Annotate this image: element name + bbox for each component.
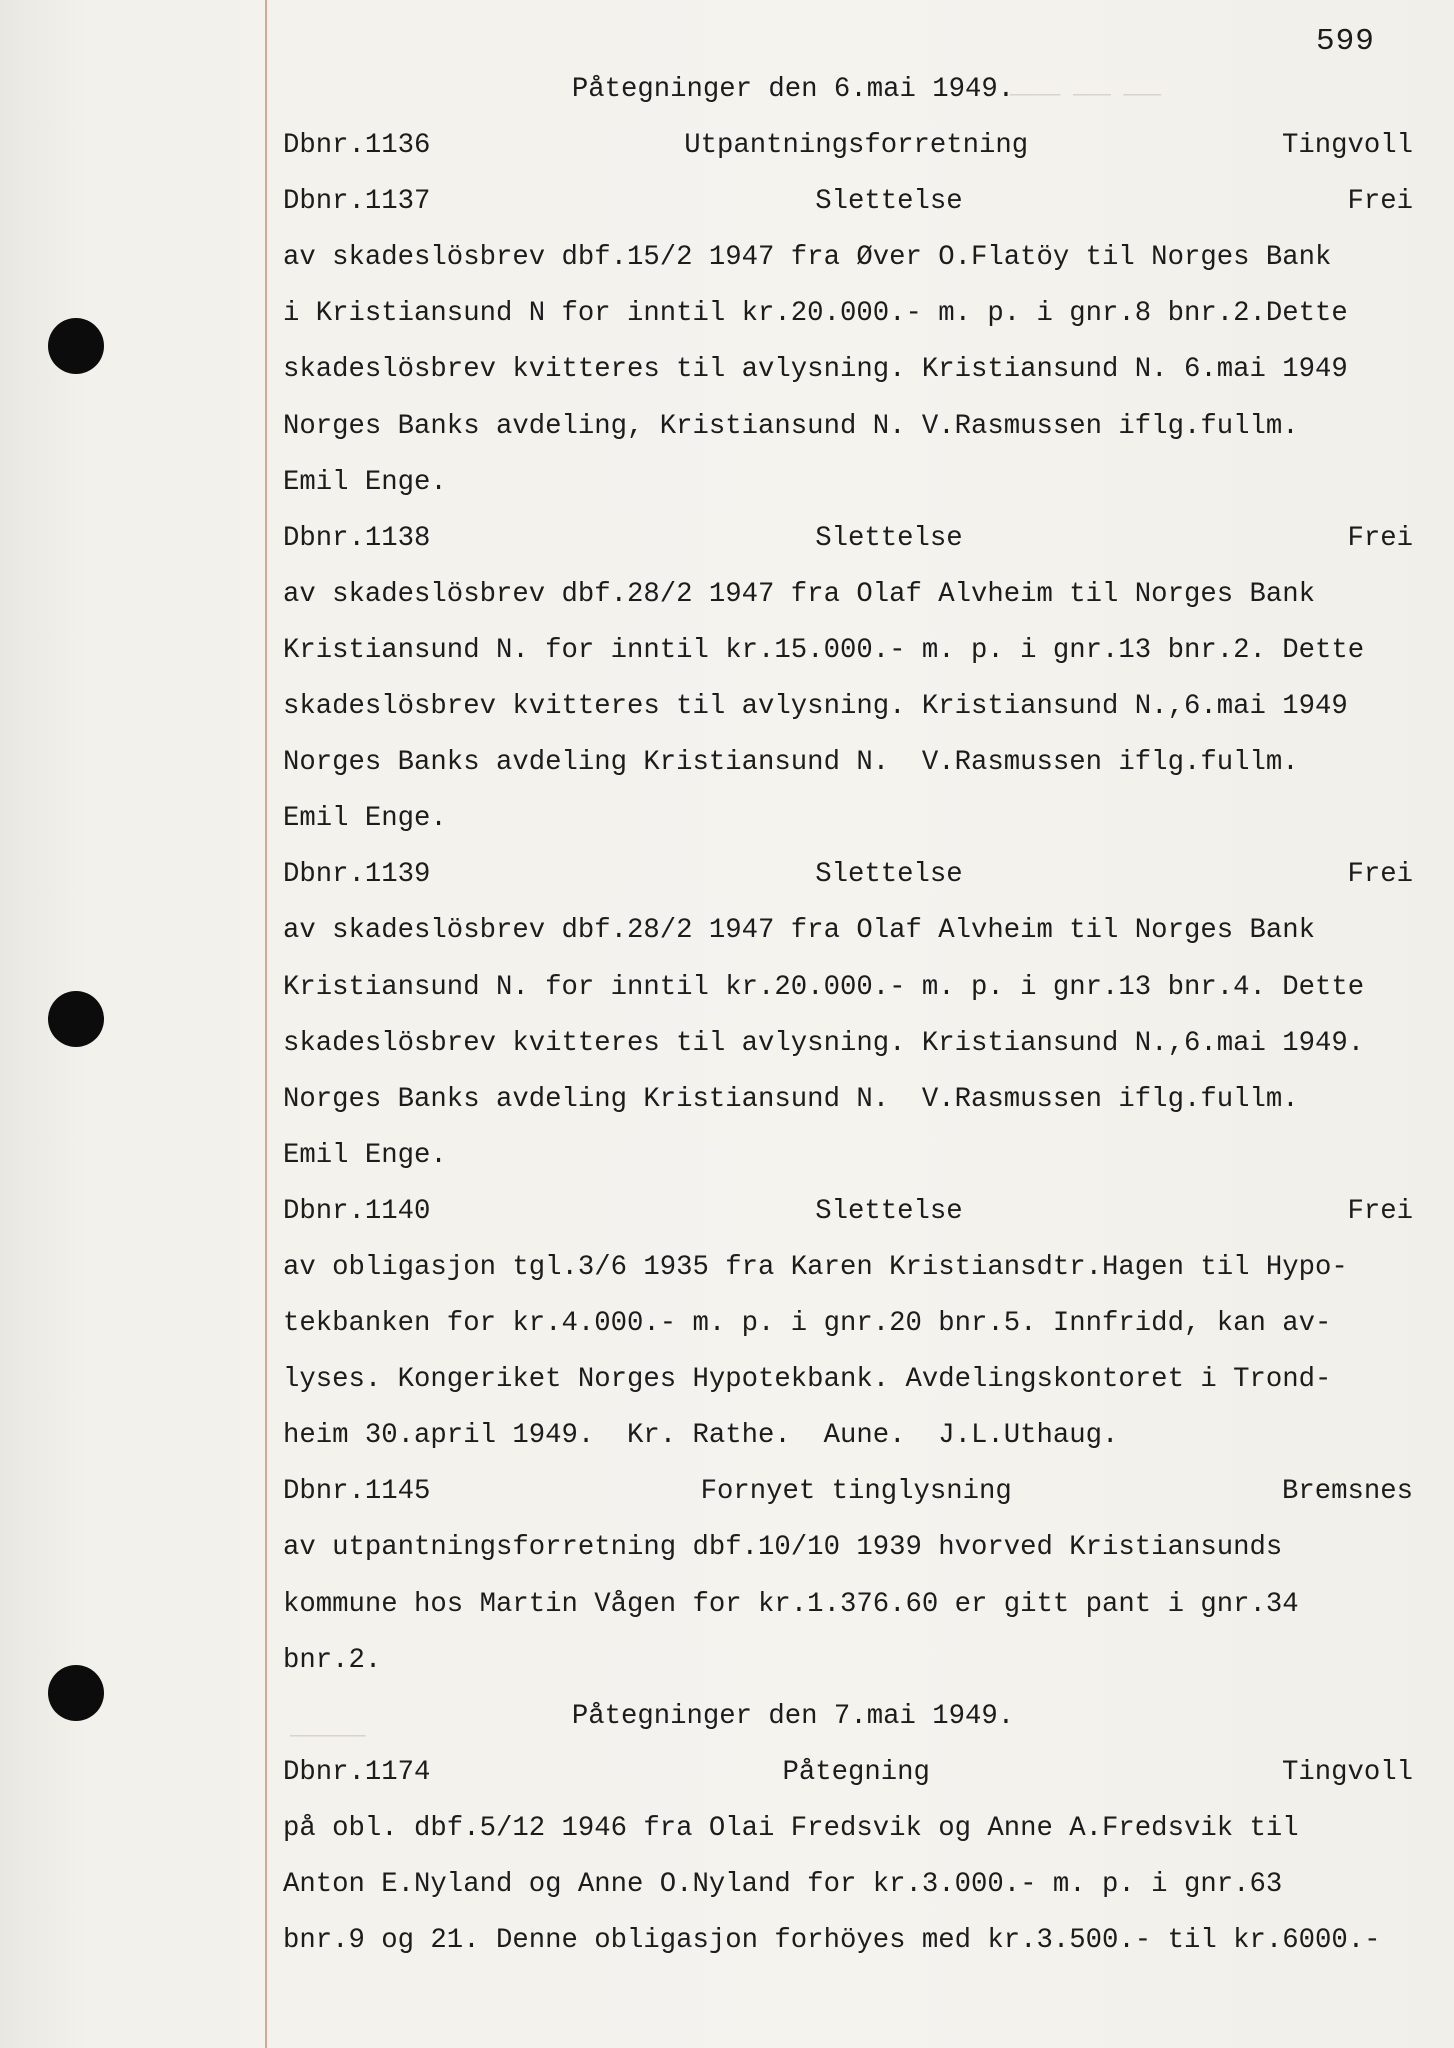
entry-text-line: heim 30.april 1949. Kr. Rathe. Aune. J.L.Uthaug.	[283, 1420, 1119, 1452]
entry-place: Frei	[1347, 186, 1413, 218]
entry-text-line: av obligasjon tgl.3/6 1935 fra Karen Kristiansdtr.Hagen til Hypo-	[283, 1251, 1348, 1283]
entry-place: Tingvoll	[1281, 1756, 1413, 1788]
bleed-through: ——————	[290, 1725, 366, 1748]
punch-hole	[48, 318, 104, 374]
entry-title: Slettelse	[815, 859, 963, 891]
entry-text-line: Emil Enge.	[283, 803, 447, 835]
entry-text-line: Norges Banks avdeling, Kristiansund N. V.Rasmussen iflg.fullm.	[283, 410, 1299, 442]
bleed-through: ———— ——— ———	[1010, 84, 1162, 107]
section-heading: Påtegninger den 6.mai 1949.	[571, 74, 1015, 105]
entry-text-line: av skadeslösbrev dbf.15/2 1947 fra Øver O.Flatöy til Norges Bank	[283, 242, 1332, 274]
punch-hole	[48, 991, 104, 1047]
entry-header	[283, 511, 1413, 567]
entry-header	[283, 1464, 1413, 1520]
entry-header	[283, 1184, 1413, 1240]
entry-text-line: skadeslösbrev kvitteres til avlysning. Kristiansund N.,6.mai 1949	[283, 691, 1348, 723]
entry-text-line: tekbanken for kr.4.000.- m. p. i gnr.20 bnr.5. Innfridd, kan av-	[283, 1308, 1332, 1340]
entry-title: Slettelse	[815, 1195, 963, 1227]
entry-number: Dbnr.1139	[283, 859, 431, 891]
document-body	[283, 62, 1413, 1969]
entry-place: Bremsnes	[1281, 1476, 1413, 1508]
entry-title: Fornyet tinglysning	[700, 1476, 1012, 1508]
entry-text-line: Emil Enge.	[283, 1139, 447, 1171]
entry-header	[283, 174, 1413, 230]
entry-place: Tingvoll	[1281, 130, 1413, 162]
entry-number: Dbnr.1137	[283, 186, 431, 218]
entry-text-line: Anton E.Nyland og Anne O.Nyland for kr.3.000.- m. p. i gnr.63	[283, 1869, 1283, 1900]
entry-number: Dbnr.1140	[283, 1195, 431, 1227]
entry-text-line: av skadeslösbrev dbf.28/2 1947 fra Olaf Alvheim til Norges Bank	[283, 915, 1315, 947]
entry-text-line: Emil Enge.	[283, 466, 447, 498]
entry-header	[283, 1745, 1413, 1801]
entry-title: Påtegning	[782, 1756, 930, 1788]
entry-title: Slettelse	[815, 186, 963, 218]
margin-rule	[265, 0, 267, 2048]
entry-text-line: på obl. dbf.5/12 1946 fra Olai Fredsvik og Anne A.Fredsvik til	[283, 1812, 1299, 1844]
entry-title: Slettelse	[815, 522, 963, 554]
entry-number: Dbnr.1145	[283, 1476, 431, 1508]
entry-number: Dbnr.1174	[283, 1756, 431, 1788]
entry-title: Utpantningsforretning	[684, 130, 1029, 162]
entry-text-line: av skadeslösbrev dbf.28/2 1947 fra Olaf Alvheim til Norges Bank	[283, 578, 1315, 610]
entry-text-line: lyses. Kongeriket Norges Hypotekbank. Avdelingskontoret i Trond-	[283, 1364, 1332, 1396]
entry-number: Dbnr.1138	[283, 522, 431, 554]
entry-text-line: i Kristiansund N for inntil kr.20.000.- m. p. i gnr.8 bnr.2.Dette	[283, 298, 1348, 330]
entry-text-line: av utpantningsforretning dbf.10/10 1939 hvorved Kristiansunds	[283, 1532, 1283, 1564]
entry-text-line: Kristiansund N. for inntil kr.15.000.- m. p. i gnr.13 bnr.2. Dette	[283, 634, 1365, 666]
entry-text-line: Kristiansund N. for inntil kr.20.000.- m. p. i gnr.13 bnr.4. Dette	[283, 971, 1365, 1003]
section-heading: Påtegninger den 7.mai 1949.	[571, 1700, 1015, 1732]
entry-text-line: bnr.2.	[283, 1644, 382, 1676]
entry-header	[283, 847, 1413, 903]
entry-text-line: skadeslösbrev kvitteres til avlysning. Kristiansund N. 6.mai 1949	[283, 354, 1348, 386]
entry-number: Dbnr.1136	[283, 130, 431, 162]
entry-place: Frei	[1347, 1195, 1413, 1227]
punch-hole	[48, 1665, 104, 1721]
entry-text-line: Norges Banks avdeling Kristiansund N. V.Rasmussen iflg.fullm.	[283, 747, 1299, 779]
page-number: 599	[1316, 24, 1375, 59]
entry-text-line: kommune hos Martin Vågen for kr.1.376.60 er gitt pant i gnr.34	[283, 1588, 1299, 1620]
entry-header	[283, 118, 1413, 174]
entry-place: Frei	[1347, 522, 1413, 554]
entry-text-line: skadeslösbrev kvitteres til avlysning. Kristiansund N.,6.mai 1949.	[283, 1027, 1365, 1059]
entry-place: Frei	[1347, 859, 1413, 891]
entry-text-line: Norges Banks avdeling Kristiansund N. V.Rasmussen iflg.fullm.	[283, 1083, 1299, 1115]
entry-text-line: bnr.9 og 21. Denne obligasjon forhöyes med kr.3.500.- til kr.6000.-	[283, 1925, 1381, 1957]
